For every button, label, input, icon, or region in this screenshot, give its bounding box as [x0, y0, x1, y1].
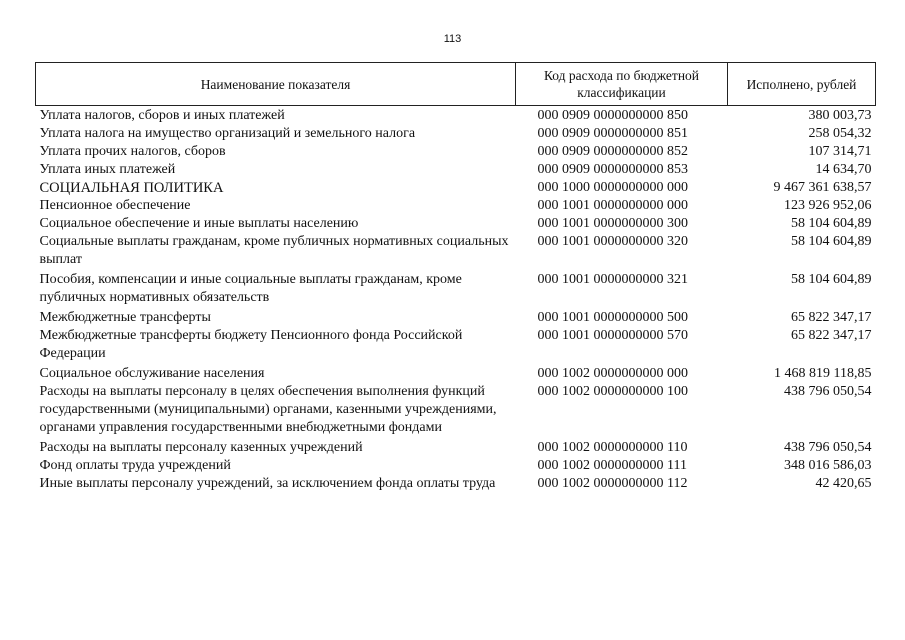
row-name: Расходы на выплаты персоналу казенных учреждений — [39, 440, 363, 455]
row-code: 000 0909 0000000000 852 — [537, 144, 688, 159]
row-code: 000 1001 0000000000 500 — [537, 310, 688, 325]
row-code: 000 1001 0000000000 321 — [537, 272, 688, 287]
row-amount: 438 796 050,54 — [784, 440, 872, 455]
table-row — [36, 215, 876, 233]
table-row — [36, 439, 876, 457]
row-amount: 58 104 604,89 — [791, 272, 872, 287]
table-row — [36, 309, 876, 327]
row-code: 000 1002 0000000000 110 — [537, 440, 688, 455]
row-name: Пособия, компенсации и иные социальные выплаты гражданам, кроме публичных нормативных обязательств — [39, 272, 462, 305]
row-code: 000 0909 0000000000 850 — [537, 108, 688, 123]
row-code: 000 1001 0000000000 300 — [537, 216, 688, 231]
row-name: Уплата налога на имущество организаций и земельного налога — [39, 126, 416, 141]
row-amount: 65 822 347,17 — [791, 310, 872, 325]
row-code: 000 1000 0000000000 000 — [537, 180, 688, 195]
page-number: 113 — [443, 33, 462, 45]
row-name: Социальное обслуживание населения — [39, 366, 265, 381]
row-amount: 58 104 604,89 — [791, 216, 872, 231]
row-code: 000 1001 0000000000 320 — [537, 234, 688, 249]
row-amount: 438 796 050,54 — [784, 384, 872, 399]
row-name: Уплата налогов, сборов и иных платежей — [39, 108, 285, 123]
row-code: 000 0909 0000000000 853 — [537, 162, 688, 177]
table-row — [36, 271, 876, 309]
row-amount: 9 467 361 638,57 — [773, 180, 872, 195]
row-amount: 258 054,32 — [808, 126, 872, 141]
row-amount: 65 822 347,17 — [791, 328, 872, 343]
row-code: 000 1002 0000000000 111 — [537, 458, 687, 473]
table-row — [36, 365, 876, 383]
row-amount: 58 104 604,89 — [791, 234, 872, 249]
table-row-section — [36, 179, 876, 197]
section-title: СОЦИАЛЬНАЯ ПОЛИТИКА — [39, 180, 224, 196]
table-row — [36, 197, 876, 215]
row-code: 000 1002 0000000000 112 — [537, 476, 688, 491]
table-row — [36, 106, 876, 126]
table-row — [36, 161, 876, 179]
table-row — [36, 475, 876, 493]
row-name: Иные выплаты персоналу учреждений, за исключением фонда оплаты труда — [39, 476, 496, 491]
row-amount: 42 420,65 — [815, 476, 872, 491]
table-row — [36, 125, 876, 143]
header-amount: Исполнено, рублей — [728, 63, 876, 106]
row-name: Фонд оплаты труда учреждений — [39, 458, 231, 473]
header-code: Код расхода по бюджетной классификации — [516, 63, 728, 106]
row-name: Социальное обеспечение и иные выплаты населению — [39, 216, 359, 231]
table-header — [36, 63, 876, 106]
row-name: Пенсионное обеспечение — [39, 198, 191, 213]
header-row — [36, 63, 876, 106]
row-amount: 348 016 586,03 — [784, 458, 872, 473]
table-row — [36, 327, 876, 365]
row-amount: 1 468 819 118,85 — [774, 366, 872, 381]
row-code: 000 1002 0000000000 000 — [537, 366, 688, 381]
table-row — [36, 143, 876, 161]
table-row — [36, 233, 876, 271]
row-code: 000 1001 0000000000 000 — [537, 198, 688, 213]
row-amount: 380 003,73 — [808, 108, 872, 123]
row-amount: 14 634,70 — [815, 162, 872, 177]
row-code: 000 1001 0000000000 570 — [537, 328, 688, 343]
row-amount: 107 314,71 — [808, 144, 872, 159]
row-code: 000 1002 0000000000 100 — [537, 384, 688, 399]
expenditure-table — [35, 62, 876, 493]
row-code: 000 0909 0000000000 851 — [537, 126, 688, 141]
row-amount: 123 926 952,06 — [784, 198, 872, 213]
row-name: Межбюджетные трансферты — [39, 310, 211, 325]
row-name: Уплата иных платежей — [39, 162, 176, 177]
header-name: Наименование показателя — [36, 63, 516, 106]
table-body — [36, 106, 876, 494]
table-row — [36, 457, 876, 475]
row-name: Уплата прочих налогов, сборов — [39, 144, 226, 159]
table-row — [36, 383, 876, 439]
row-name: Межбюджетные трансферты бюджету Пенсионного фонда Российской Федерации — [39, 328, 463, 361]
row-name: Расходы на выплаты персоналу в целях обеспечения выполнения функций государственными (муниципальными) органами, казенными учреждениями, органами управления государственными внебюджетными фондами — [39, 384, 497, 435]
row-name: Социальные выплаты гражданам, кроме публичных нормативных социальных выплат — [39, 234, 509, 267]
